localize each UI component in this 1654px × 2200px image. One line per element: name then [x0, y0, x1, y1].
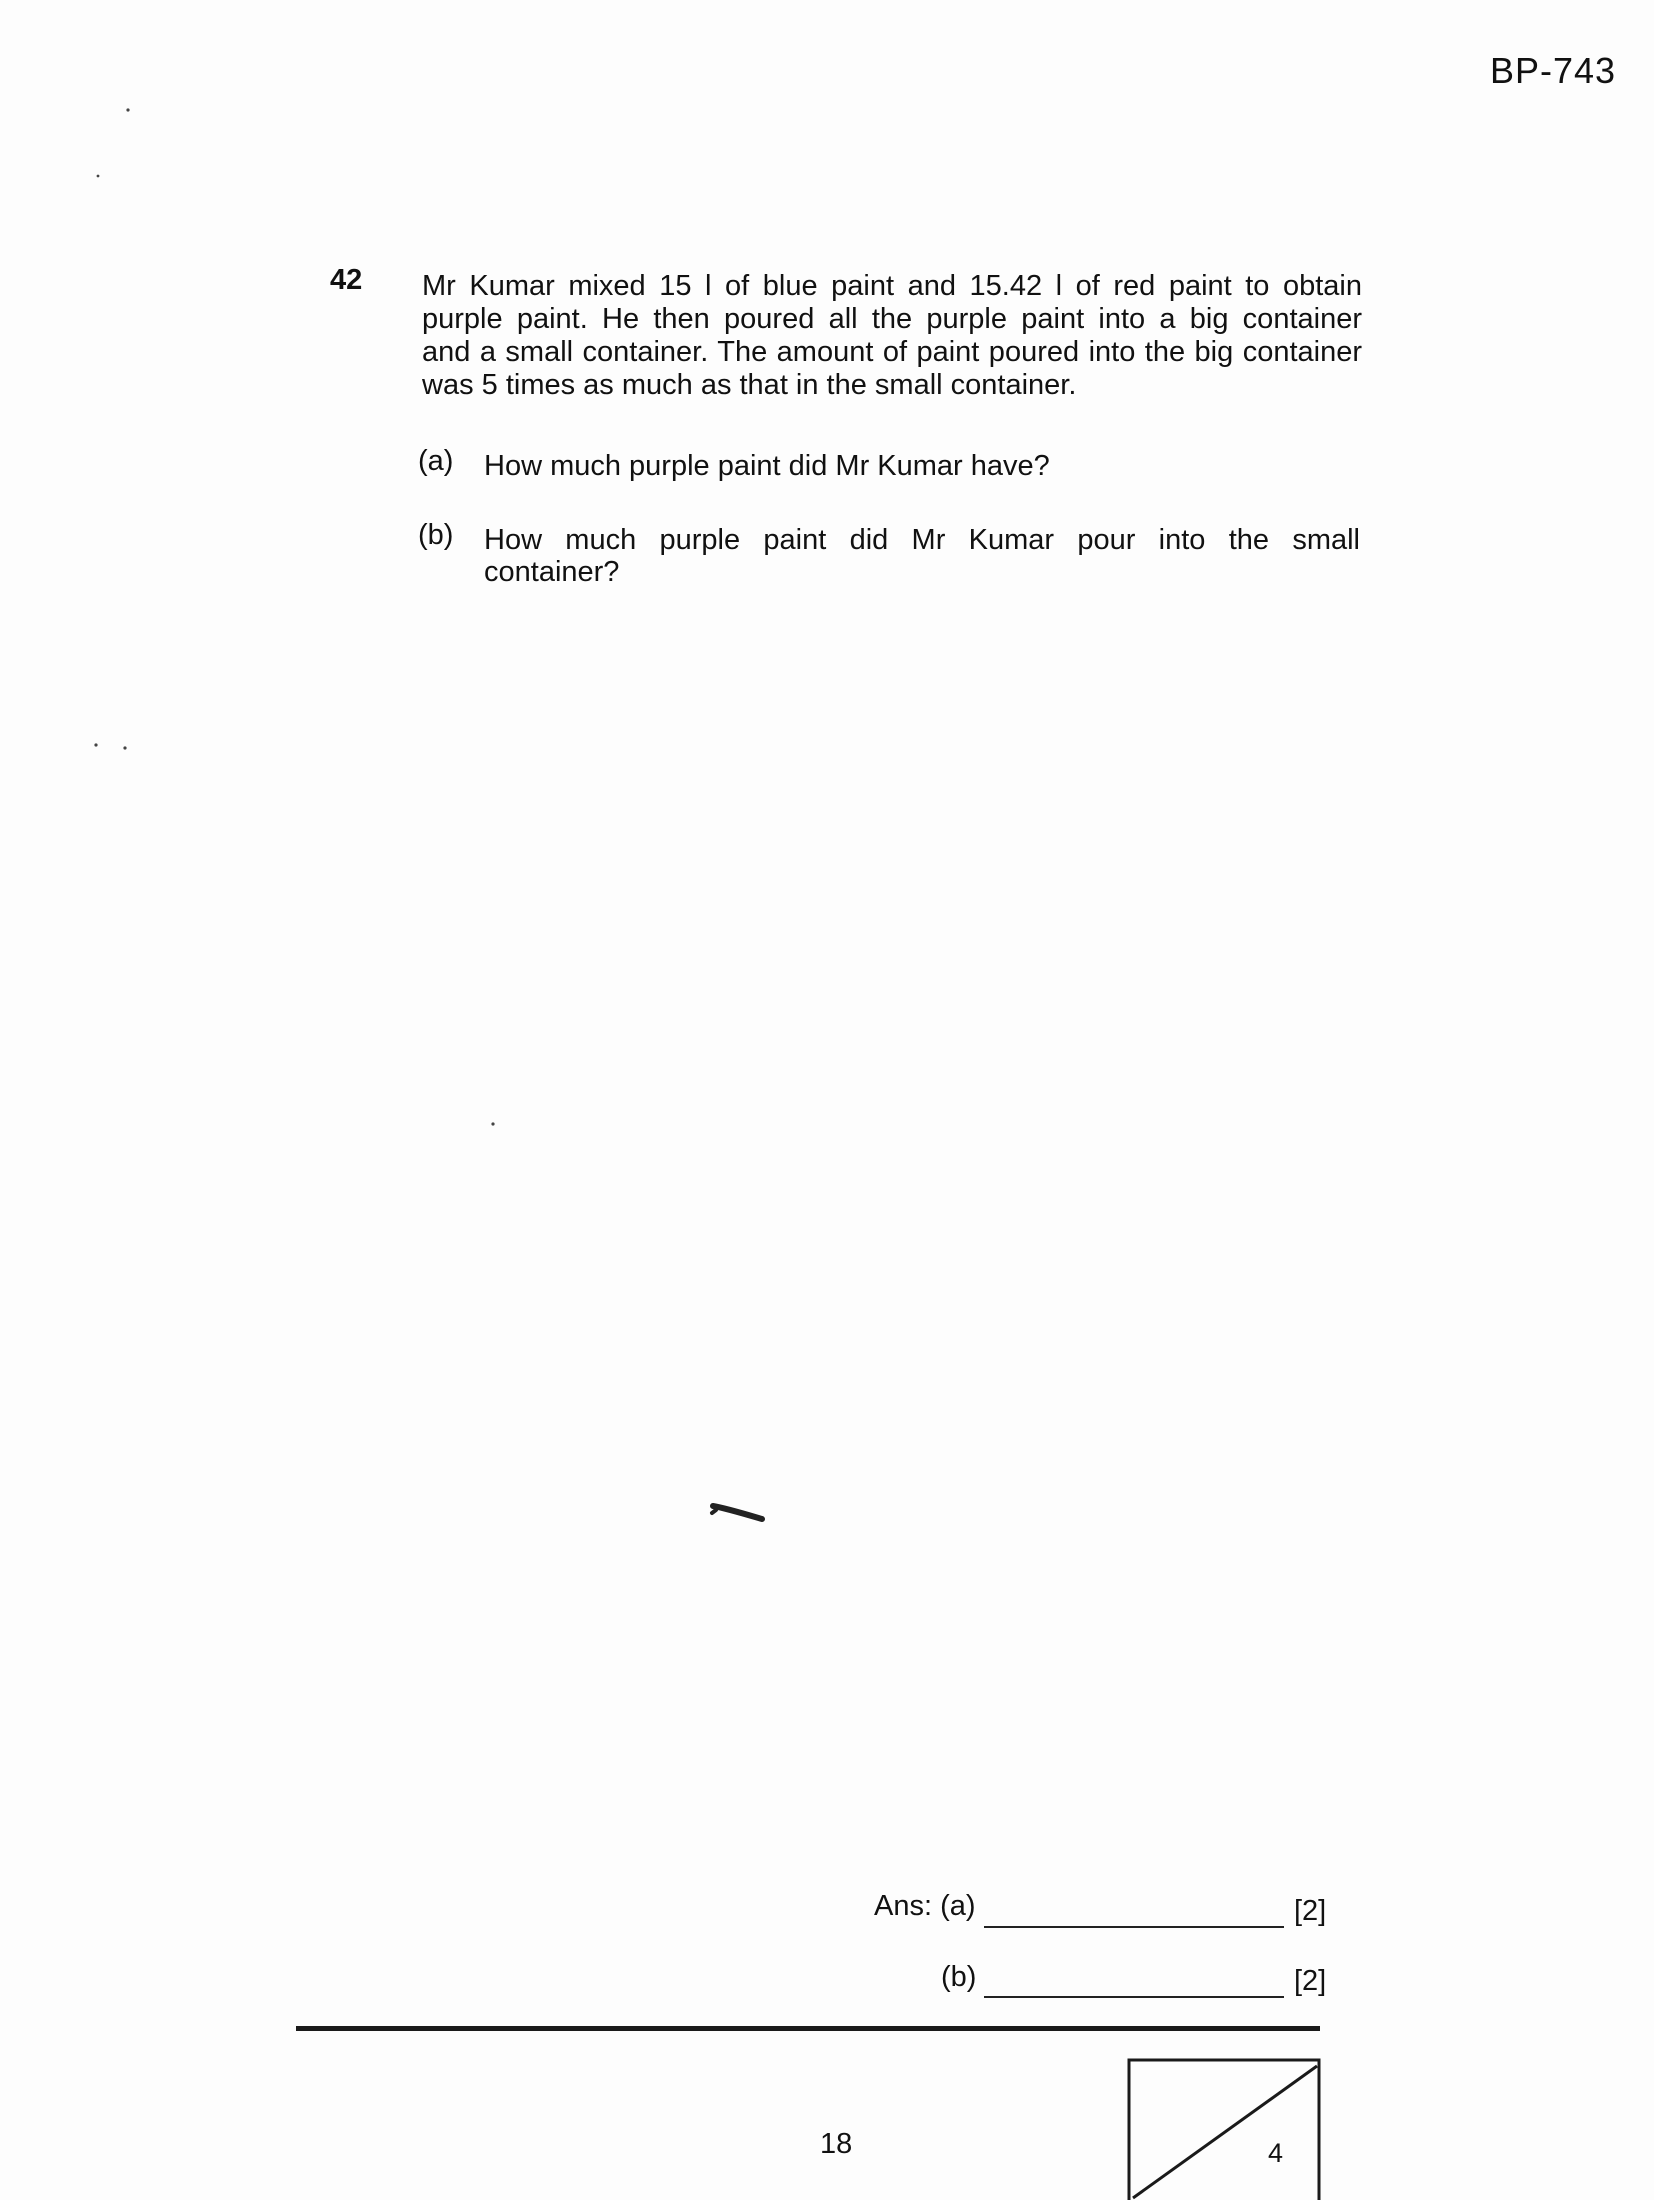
answer-b-marks: [2]: [1294, 1965, 1327, 1997]
answer-a-line[interactable]: [984, 1926, 1284, 1928]
question-stem-line: was 5 times as much as that in the small container.: [422, 369, 1077, 401]
question-stem-line: purple paint. He then poured all the purple paint into a big container: [422, 303, 1362, 335]
part-a-label: (a): [418, 445, 454, 477]
part-b-text-line: How much purple paint did Mr Kumar pour into the small: [484, 524, 1360, 556]
question-stem-line: and a small container. The amount of paint poured into the big container: [422, 336, 1362, 368]
footer-rule: [296, 2026, 1320, 2031]
score-box-value: 4: [1268, 2138, 1284, 2168]
part-b-label: (b): [418, 519, 454, 551]
question-stem-line: Mr Kumar mixed 15 l of blue paint and 15.42 l of red paint to obtain: [422, 270, 1362, 302]
score-box: [1127, 2058, 1321, 2200]
question-number: 42: [330, 264, 363, 296]
page-number: 18: [820, 2128, 853, 2160]
part-b-text: [484, 524, 1360, 588]
paper-code: BP-743: [1490, 50, 1617, 91]
question-stem: [422, 270, 1362, 402]
answer-a-marks: [2]: [1294, 1895, 1327, 1927]
answer-a-label: [874, 1890, 976, 1923]
answer-b-label: (b): [941, 1961, 977, 1993]
part-a-text: How much purple paint did Mr Kumar have?: [484, 450, 1050, 482]
part-b-text-line: container?: [484, 556, 620, 588]
answer-prefix: Ans:: [874, 1890, 933, 1922]
answer-b-line[interactable]: [984, 1996, 1284, 1998]
answer-a-part: (a): [940, 1890, 976, 1922]
